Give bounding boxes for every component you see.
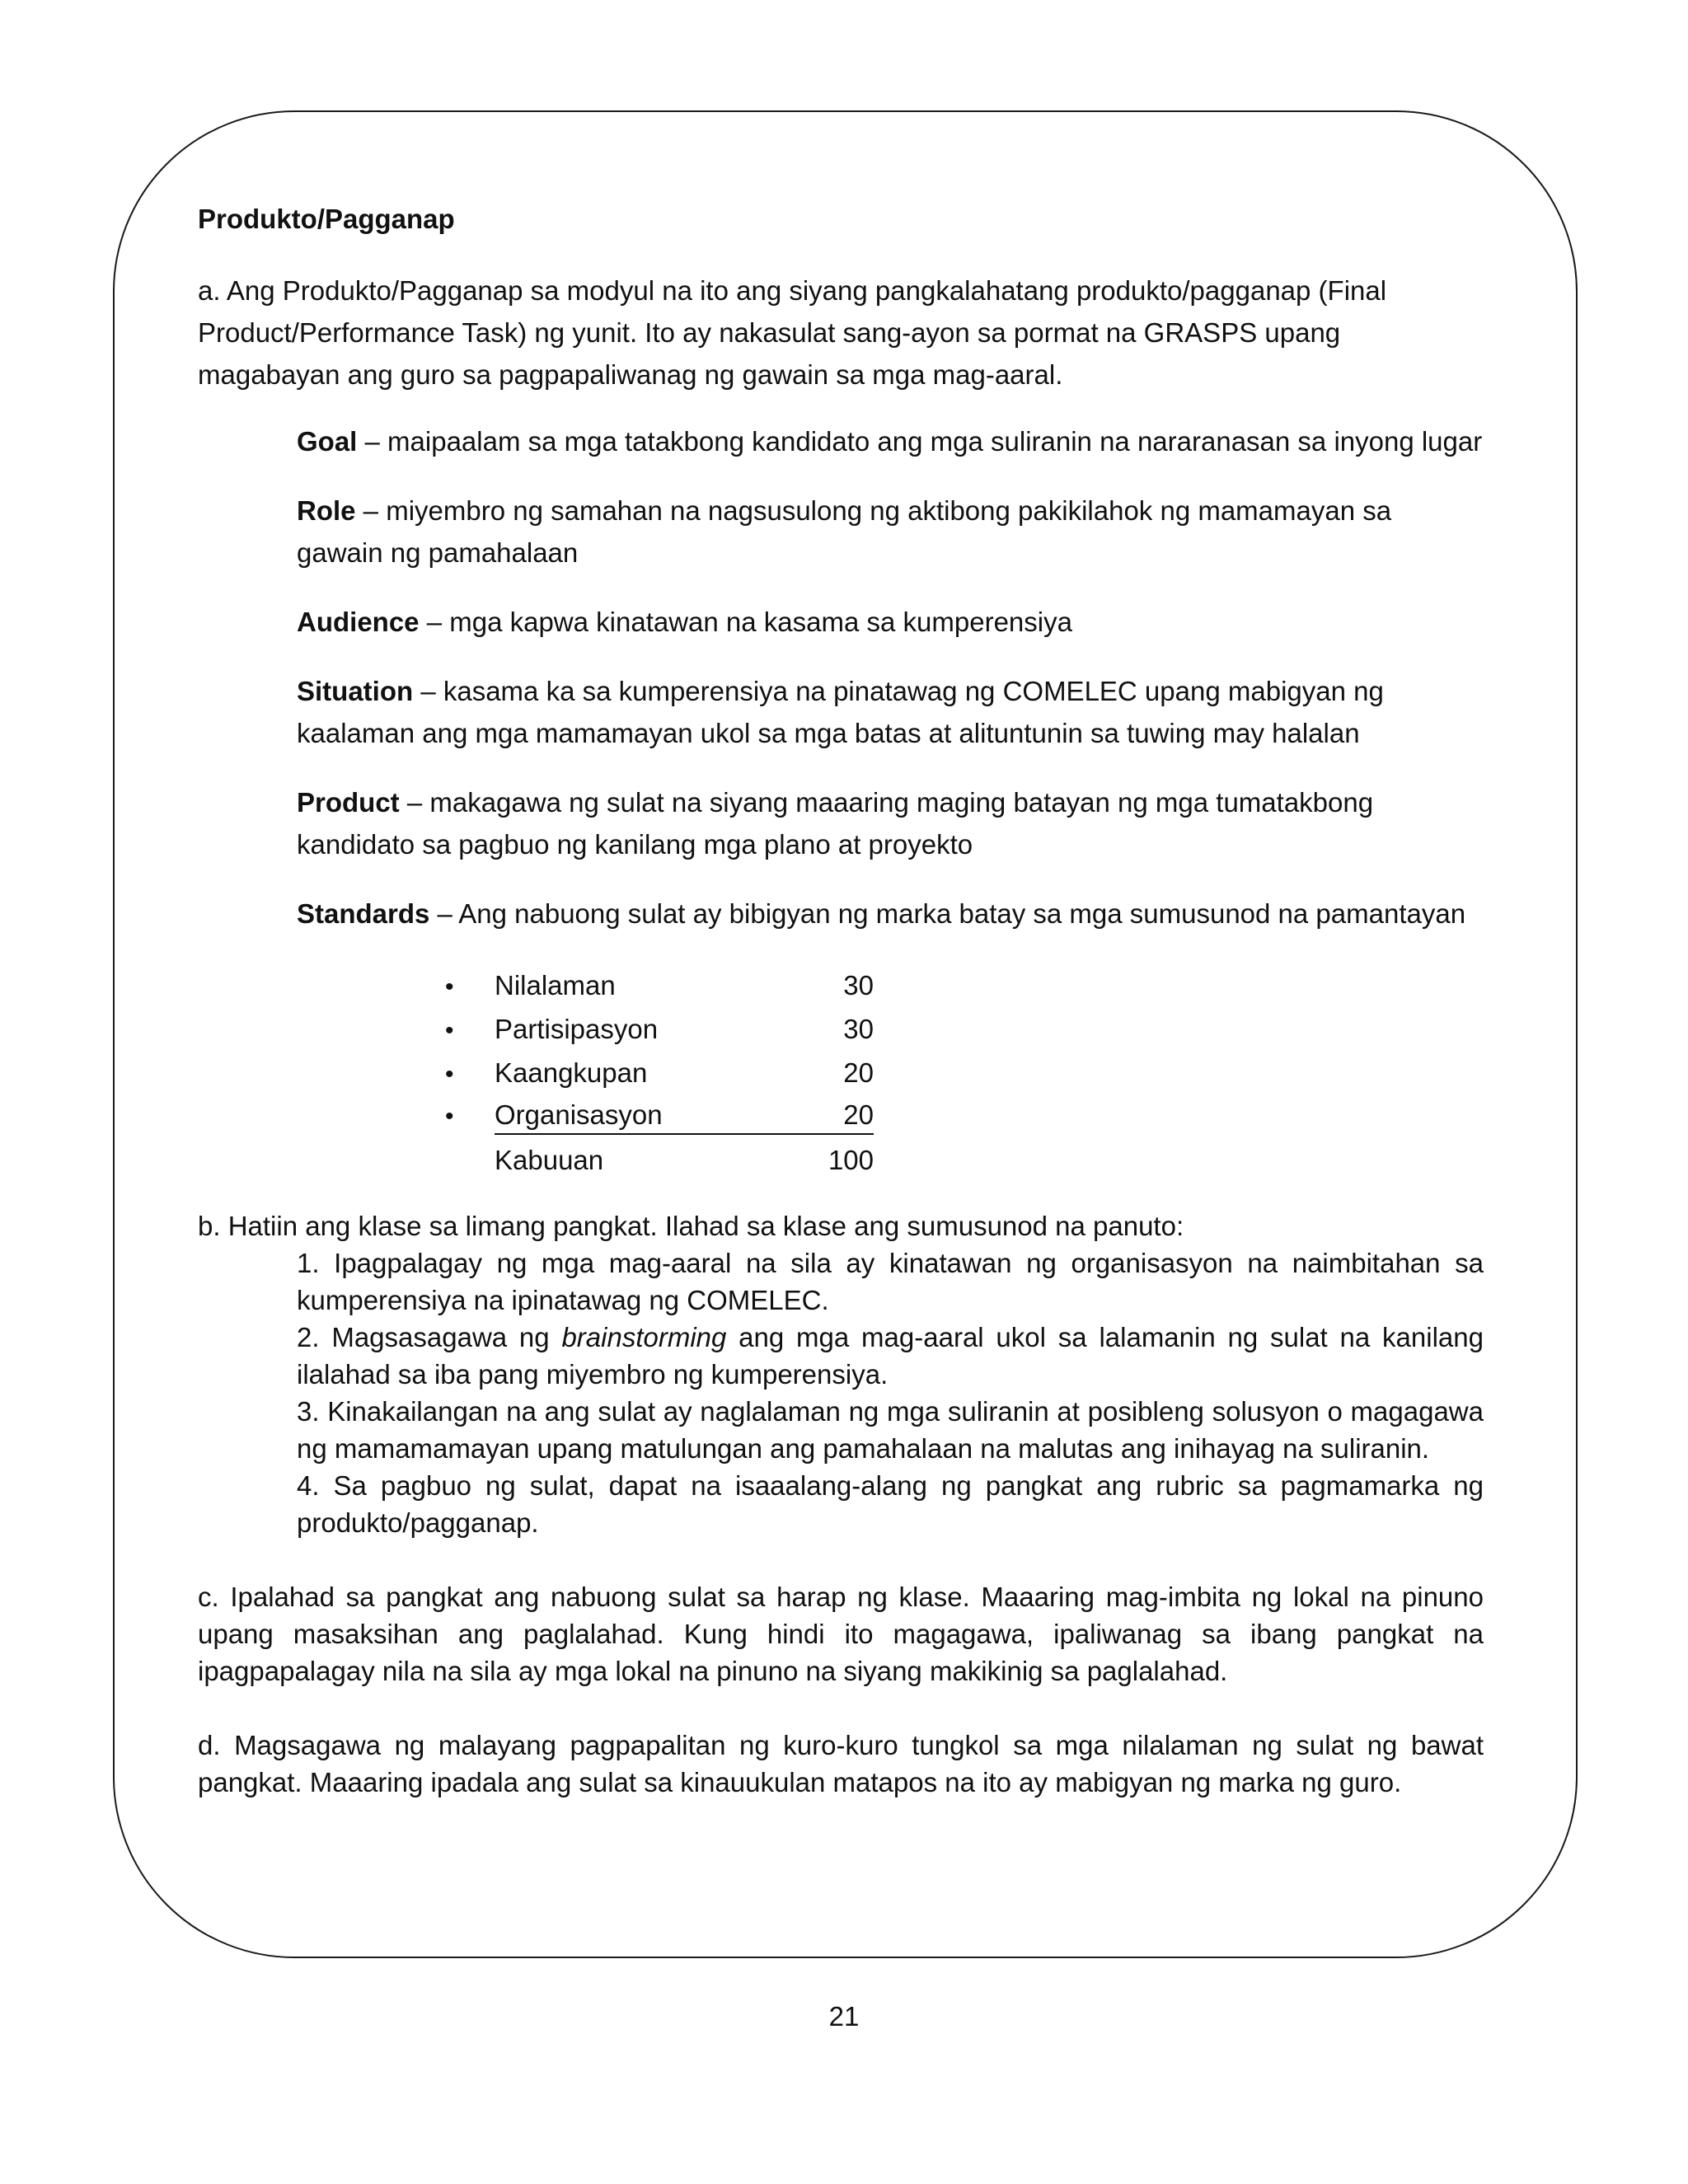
grasps-label: Goal bbox=[297, 426, 358, 457]
criteria-row bbox=[445, 1052, 874, 1095]
grasps-situation bbox=[297, 670, 1484, 754]
grasps-label: Situation bbox=[297, 676, 414, 706]
step-2-italic: brainstorming bbox=[561, 1322, 727, 1352]
grasps-label: Standards bbox=[297, 898, 430, 929]
criteria-points: 30 bbox=[843, 970, 874, 1001]
total-points: 100 bbox=[828, 1145, 874, 1175]
bullet-icon: • bbox=[445, 1061, 454, 1088]
paragraph-d: d. Magsagawa ng malayang pagpapalitan ng kuro-kuro tungkol sa mga nilalaman ng sulat ng bawat pangkat. Maaaring ipadala ang sulat sa kinauukulan matapos na ito ay mabigyan ng marka ng guro. bbox=[198, 1730, 1484, 1797]
step-2-post: ang mga mag-aaral ukol sa lalamanin ng sulat na kanilang ilalahad sa iba pang miyembro ng kumperensiya. bbox=[297, 1322, 1484, 1390]
grasps-text: – maipaalam sa mga tatakbong kandidato ang mga suliranin na nararanasan sa inyong lugar bbox=[357, 426, 1483, 457]
grasps-audience bbox=[297, 601, 1484, 643]
grasps-role bbox=[297, 490, 1484, 574]
bullet-icon: • bbox=[445, 1017, 454, 1044]
step-2-pre: 2. Magsasagawa ng bbox=[297, 1322, 562, 1352]
step-2 bbox=[297, 1319, 1484, 1393]
grasps-standards bbox=[297, 893, 1484, 935]
instruction-steps bbox=[297, 1244, 1484, 1541]
criteria-row bbox=[445, 1008, 874, 1052]
section-heading: Produkto/Pagganap bbox=[198, 204, 455, 234]
criteria-name: Organisasyon bbox=[495, 1097, 824, 1135]
paragraph-c: c. Ipalahad sa pangkat ang nabuong sulat sa harap ng klase. Maaaring mag-imbita ng lokal na pinuno upang masaksihan ang paglalahad. Kung hindi ito magagawa, ipaliwanag sa ibang pangkat na ipagpapalagay nila na sila ay mga lokal na pinuno na siyang makikinig sa paglalahad. bbox=[198, 1582, 1484, 1686]
page-content bbox=[198, 198, 1484, 1838]
grasps-text: – kasama ka sa kumperensiya na pinatawag ng COMELEC upang mabigyan ng kaalaman ang mga mamamayan ukol sa mga batas at alituntunin sa tuwing may halalan bbox=[297, 676, 1384, 748]
criteria-points: 30 bbox=[843, 1014, 874, 1044]
page-number: 21 bbox=[828, 2001, 860, 2032]
step-3: 3. Kinakailangan na ang sulat ay naglalaman ng mga suliranin at posibleng solusyon o magagawa ng mamamamayan upang matulungan ang pamahalaan na malutas ang inihayag na suliranin. bbox=[297, 1396, 1484, 1464]
grasps-text: – miyembro ng samahan na nagsusulong ng aktibong pakikilahok ng mamamayan sa gawain ng pamahalaan bbox=[297, 495, 1392, 568]
bullet-icon: • bbox=[445, 1103, 454, 1130]
grasps-label: Product bbox=[297, 787, 400, 818]
total-label: Kabuuan bbox=[495, 1145, 604, 1175]
paragraph-a: a. Ang Produkto/Pagganap sa modyul na ito ang siyang pangkalahatang produkto/pagganap (Final Product/Performance Task) ng yunit. Ito ay nakasulat sang-ayon sa pormat na GRASPS upang magabayan ang guro sa pagpapaliwanag ng gawain sa mga mag-aaral. bbox=[198, 275, 1387, 390]
grasps-text: – makagawa ng sulat na siyang maaaring maging batayan ng mga tumatakbong kandidato sa pagbuo ng kanilang mga plano at proyekto bbox=[297, 787, 1374, 860]
grasps-text: – mga kapwa kinatawan na kasama sa kumperensiya bbox=[419, 607, 1072, 637]
grasps-list bbox=[297, 420, 1484, 935]
step-1: 1. Ipagpalagay ng mga mag-aaral na sila ay kinatawan ng organisasyon na naimbitahan sa kumperensiya na ipinatawag ng COMELEC. bbox=[297, 1248, 1484, 1315]
criteria-row bbox=[445, 964, 874, 1008]
criteria-name: Kaangkupan bbox=[495, 1057, 648, 1088]
grasps-label: Role bbox=[297, 495, 356, 526]
criteria-name: Partisipasyon bbox=[495, 1014, 659, 1044]
grasps-product bbox=[297, 781, 1484, 865]
criteria-name: Nilalaman bbox=[495, 970, 616, 1001]
criteria-points: 20 bbox=[824, 1097, 874, 1135]
criteria-row bbox=[445, 1095, 874, 1139]
criteria-list bbox=[445, 964, 874, 1183]
bullet-icon: • bbox=[445, 973, 454, 1001]
step-4: 4. Sa pagbuo ng sulat, dapat na isaaalang-alang ng pangkat ang rubric sa pagmamarka ng produkto/pagganap. bbox=[297, 1470, 1484, 1538]
paragraph-b: b. Hatiin ang klase sa limang pangkat. Ilahad sa klase ang sumusunod na panuto: bbox=[198, 1211, 1184, 1241]
criteria-points: 20 bbox=[843, 1057, 874, 1088]
grasps-label: Audience bbox=[297, 607, 420, 637]
grasps-goal bbox=[297, 420, 1484, 462]
grasps-text: – Ang nabuong sulat ay bibigyan ng marka batay sa mga sumusunod na pamantayan bbox=[429, 898, 1466, 929]
criteria-total-row bbox=[445, 1139, 874, 1183]
